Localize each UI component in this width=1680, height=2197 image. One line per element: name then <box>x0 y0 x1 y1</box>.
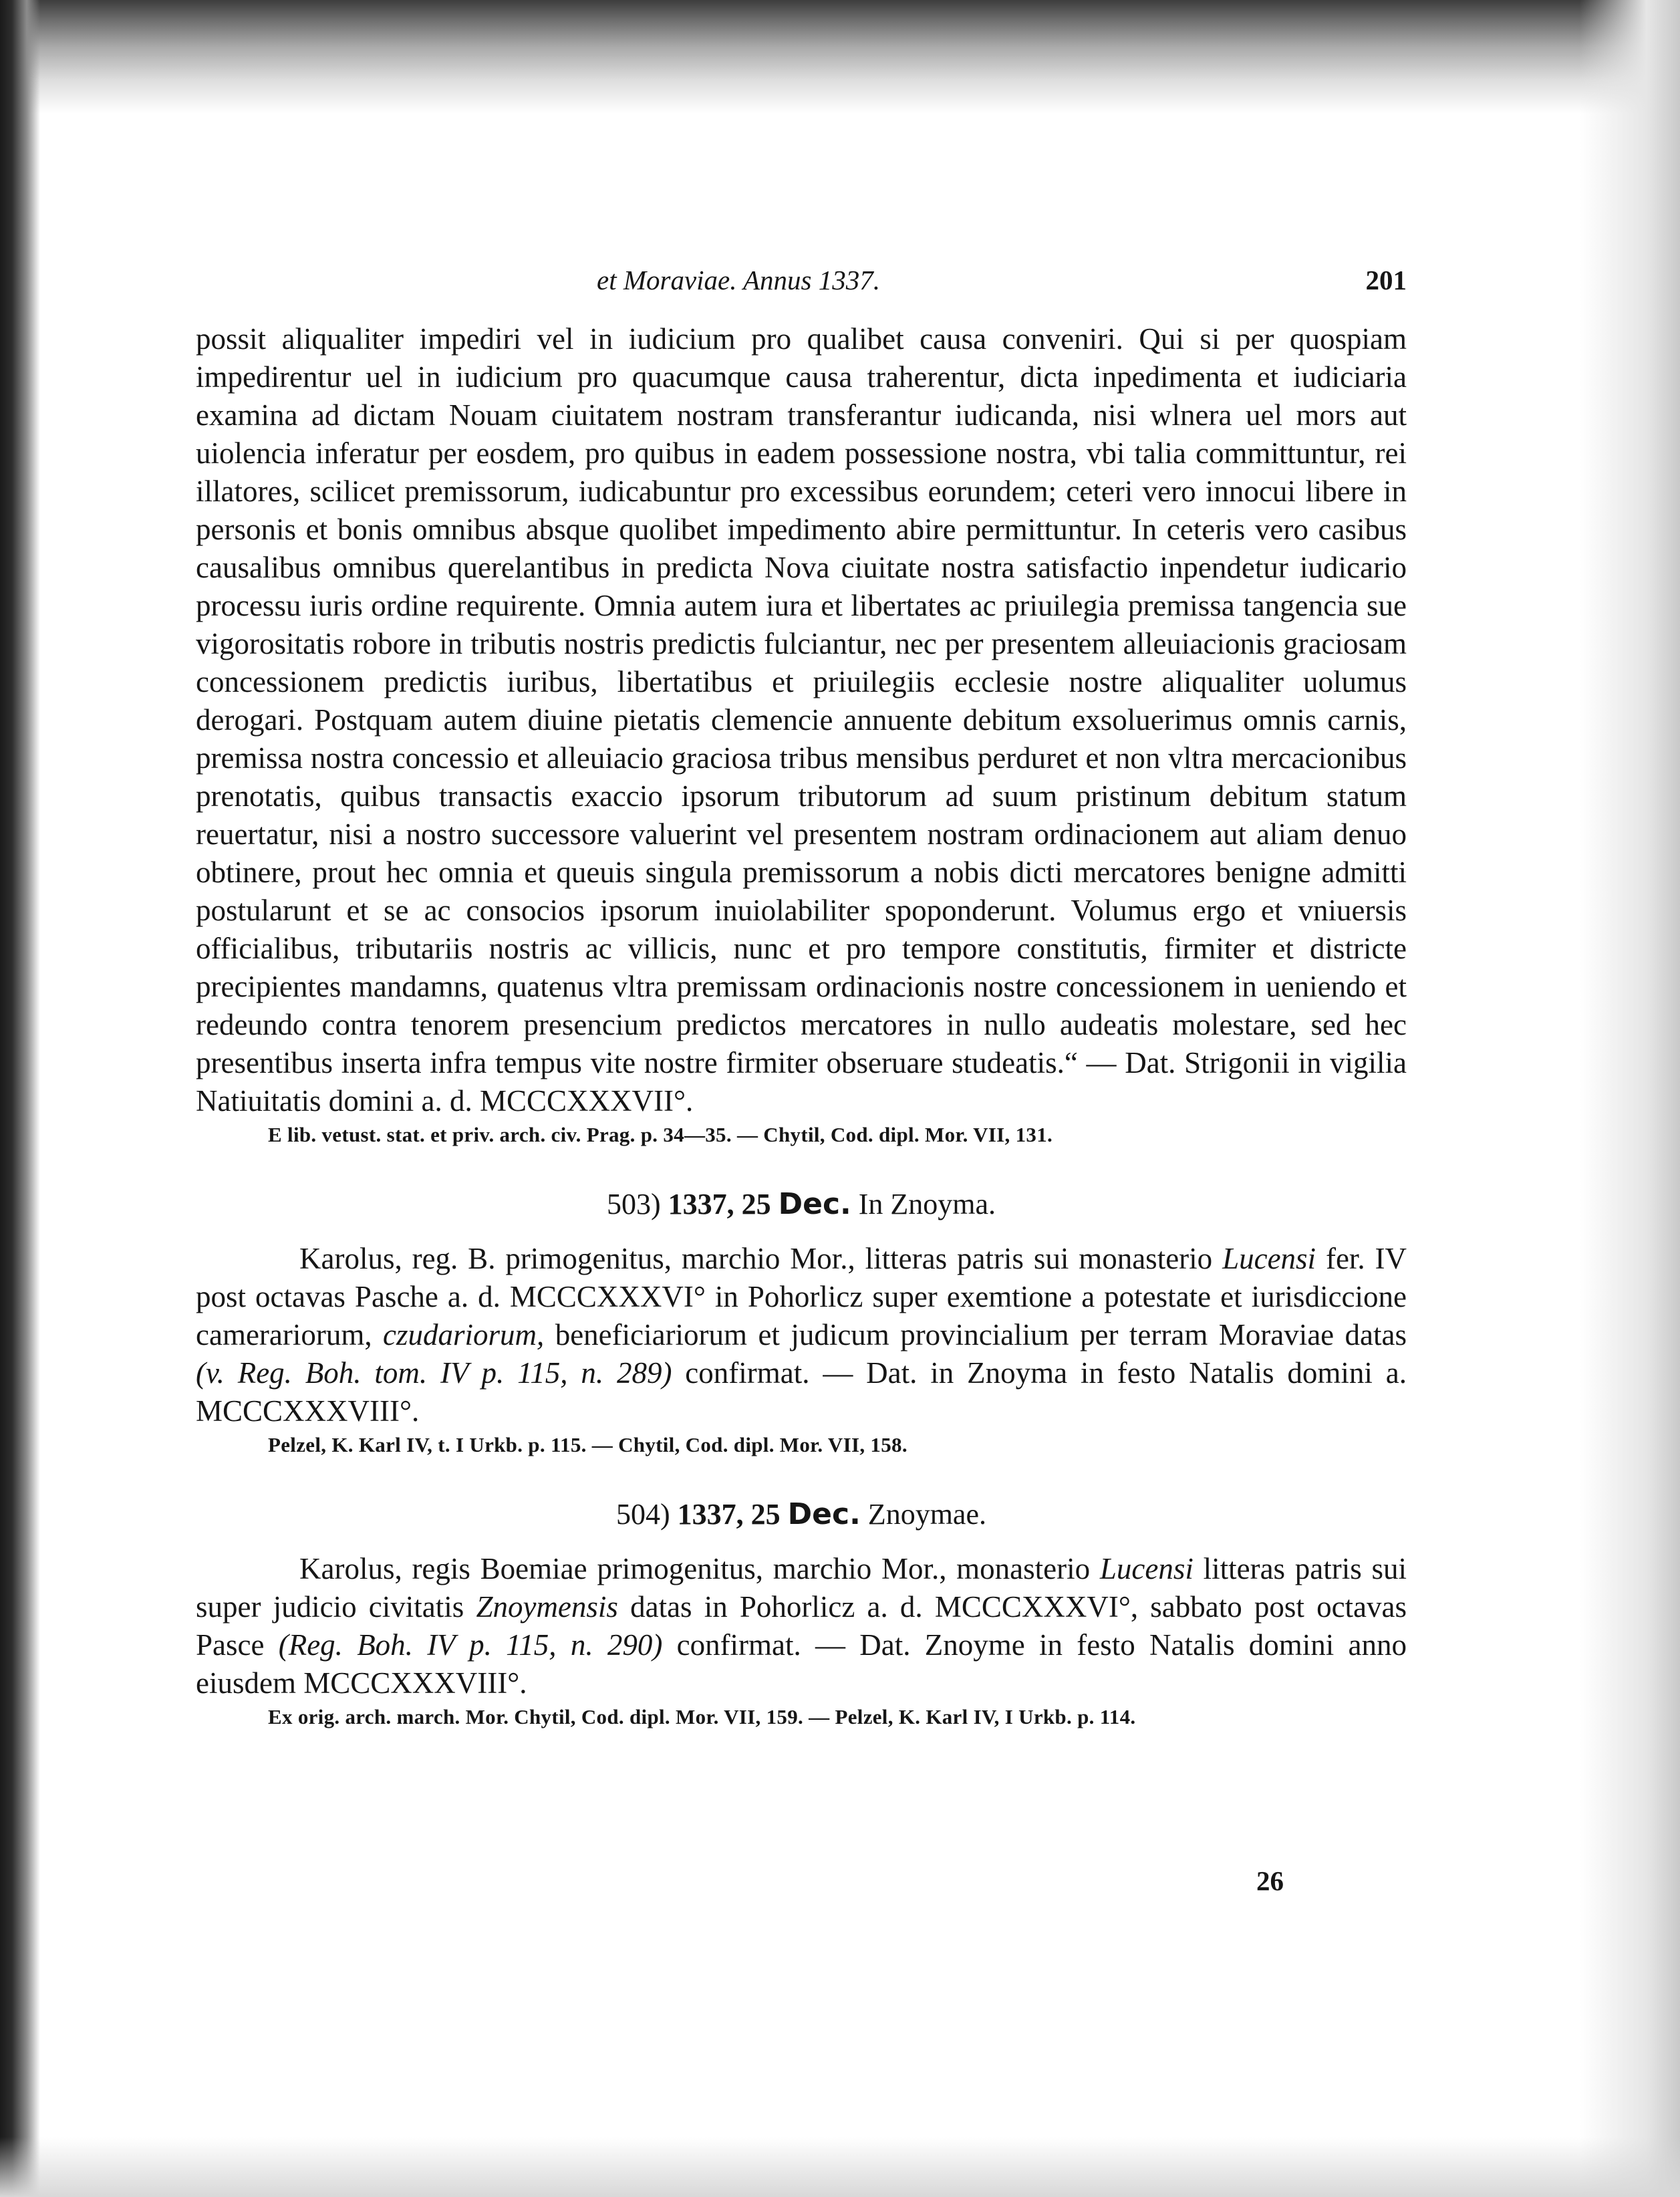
running-head <box>196 264 1407 304</box>
sheet-signature: 26 <box>1256 1865 1284 1896</box>
entry-italic: Lucensi <box>1222 1242 1316 1275</box>
continuation-source: E lib. vetust. stat. et priv. arch. civ. Prag. p. 34—35. — Chytil, Cod. dipl. Mor. VII, 131. <box>268 1123 1053 1146</box>
entry-italic: Lucensi <box>1099 1552 1194 1585</box>
entry-italic: czudariorum, <box>383 1318 545 1351</box>
entry-text: confirmat. — Dat. Znoyme in festo Natalis domini anno eiusdem MCCCXXXVIII°. <box>196 1628 1407 1700</box>
entry-text: litteras patris sui super judicio civitatis <box>196 1552 1407 1624</box>
entry-number: 503) <box>606 1188 661 1220</box>
entry-italic: Znoymensis <box>476 1590 618 1624</box>
entry-text: confirmat. — Dat. in Znoyma in festo Natalis domini a. MCCCXXXVIII°. <box>196 1356 1407 1428</box>
entry-place: In Znoyma. <box>858 1188 996 1220</box>
entry-heading-503 <box>196 1187 1407 1221</box>
entry-text: Karolus, reg. B. primogenitus, marchio Mor., litteras patris sui monasterio <box>299 1242 1213 1275</box>
entry-place: Znoymae. <box>867 1498 986 1531</box>
entry-text: fer. IV post octavas Pasche a. d. MCCCXXXVI° in Pohorlicz super exemtione a potestate et iurisdiccione camerariorum, <box>196 1242 1407 1351</box>
entry-number: 504) <box>616 1498 670 1531</box>
entry-body-504 <box>196 1550 1407 1702</box>
continuation-paragraph: possit aliqualiter impediri vel in iudicium pro qualibet causa conveniri. Qui si per quospiam impedirentur uel in iudicium pro quacumque causa traherentur, dicta inpedimenta et iudiciaria examina ad dictam Nouam ciuitatem nostram transferantur iudicanda, nisi wlnera uel mors aut uiolencia inferatur per eosdem, pro quibus in eadem possessione nostra, vbi talia committuntur, rei illatores, scilicet premissorum, iudicabuntur pro excessibus eorundem; ceteri vero innocui libere in personis et bonis omnibus absque quolibet impedimento abire permittuntur. In ceteris vero casibus causalibus omnibus querelantibus in predicta Nova ciuitate nostra satisfactio inpendetur iudicario processu iuris ordine requirente. Omnia autem iura et libertates ac priuilegia premissa tangencia sue vigorositatis robore in tributis nostris predictis fulciantur, nec per presentem alleuiacionis graciosam concessionem predictis iuribus, libertatibus et priuilegiis ecclesie nostre aliqualiter uolumus derogari. Postquam autem diuine pietatis clemencie annuente debitum exsoluerimus omnis carnis, premissa nostra concessio et alleuiacio graciosa tribus mensibus perduret et non vltra mercacionibus prenotatis, quibus transactis exaccio ipsorum tributorum ad suum pristinum debitum statum reuertatur, nisi a nostro successore valuerint vel presentem nostram ordinacionem aut aliam denuo obtinere, prout hec omnia et queuis singula premissorum a nobis dicti mercatores benigne admitti postularunt et se ac consocios ipsorum inuiolabiliter spoponderunt. Volumus ergo et vniuersis officialibus, tributariis nostris ac villicis, nunc et pro tempore constitutis, firmiter et districte precipientes mandamns, quatenus vltra premissam ordinacionis nostre concessionem in ueniendo et redeundo contra tenorem presencium predictos mercatores in nullo audeatis molestare, sed hec presentibus inserta infra tempus vite nostre firmiter obseruare studeatis.“ — Dat. Strigonii in vigilia Natiuitatis domini a. d. MCCCXXXVII°. <box>196 322 1407 1118</box>
entry-source-503: Pelzel, K. Karl IV, t. I Urkb. p. 115. — Chytil, Cod. dipl. Mor. VII, 158. <box>268 1433 907 1456</box>
page-number: 201 <box>1365 265 1407 295</box>
entry-body-503 <box>196 1240 1407 1430</box>
entry-date: 1337, 25 <box>668 1188 771 1220</box>
entry-italic: (v. Reg. Boh. tom. IV p. 115, n. 289) <box>196 1356 672 1390</box>
scan-shadow-bottom <box>0 2137 1680 2197</box>
entry-month: Dec. <box>787 1497 861 1531</box>
entry-month: Dec. <box>778 1187 851 1221</box>
scan-shadow-top <box>0 0 1680 114</box>
entry-heading-504 <box>196 1497 1407 1531</box>
scan-shadow-right <box>1580 0 1680 2197</box>
page-body <box>196 264 1407 1730</box>
entry-italic: (Reg. Boh. IV p. 115, n. 290) <box>278 1628 663 1662</box>
entry-text: Karolus, regis Boemiae primogenitus, marchio Mor., monasterio <box>299 1552 1091 1585</box>
entry-text: datas in Pohorlicz a. d. MCCCXXXVI°, sabbato post octavas Pasce <box>196 1590 1407 1662</box>
entry-source-504: Ex orig. arch. march. Mor. Chytil, Cod. dipl. Mor. VII, 159. — Pelzel, K. Karl IV, I Urkb. p. 114. <box>268 1705 1136 1728</box>
entry-text: beneficiariorum et judicum provincialium per terram Moraviae datas <box>555 1318 1407 1351</box>
running-head-title: et Moraviae. Annus 1337. <box>597 265 880 295</box>
scan-shadow-left <box>0 0 40 2197</box>
entry-date: 1337, 25 <box>677 1498 781 1531</box>
